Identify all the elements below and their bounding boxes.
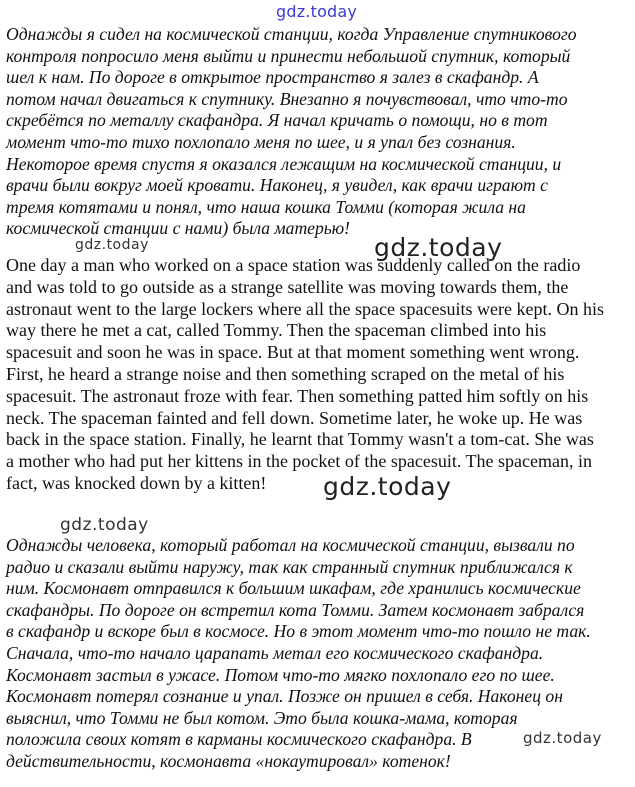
english-story-paragraph: [6, 255, 630, 495]
text-line: ним. Космонавт отправился к большим шкафам, где хранились космические: [6, 578, 581, 599]
russian-translation-paragraph-1: [6, 24, 630, 240]
text-line: spacesuit. The astronaut froze with fear. Then something patted him softly on his: [6, 385, 589, 406]
text-line: Некоторое время спустя я оказался лежащим на космической станции, и: [6, 153, 562, 174]
watermark-top: gdz.today: [276, 2, 358, 21]
text-line: врачи были вокруг моей кровати. Наконец, я увидел, как врачи играют с: [6, 175, 548, 196]
text-line: действительности, космонавта «нокаутировал» котенок!: [6, 750, 451, 771]
text-line: Космонавт потерял сознание и упал. Позже он пришел в себя. Наконец он: [6, 686, 563, 707]
text-line: fact, was knocked down by a kitten!: [6, 472, 267, 493]
text-line: Сначала, что-то начало царапать метал его космического скафандра.: [6, 642, 544, 663]
watermark-small-2: gdz.today: [60, 515, 149, 535]
text-line: back in the space station. Finally, he learnt that Tommy wasn't a tom-cat. She was: [6, 429, 594, 450]
watermark-mid-1: gdz.today: [374, 233, 503, 262]
text-line: шел к нам. По дороге в открытое пространство я залез в скафандр. А: [6, 67, 539, 88]
text-line: First, he heard a strange noise and then something scraped on the metal of his: [6, 363, 565, 384]
text-line: way there he met a cat, called Tommy. Then the spaceman climbed into his: [6, 320, 547, 341]
text-line: and was told to go outside as a strange satellite was moving towards them, the: [6, 276, 569, 297]
text-line: Однажды я сидел на космической станции, когда Управление спутникового: [6, 24, 577, 44]
watermark-mid-2: gdz.today: [323, 472, 452, 501]
watermark-small-1: gdz.today: [75, 237, 149, 253]
text-line: One day a man who worked on a space station was suddenly called on the radio: [6, 255, 581, 275]
text-line: a mother who had put her kittens in the pocket of the spacesuit. The spaceman, in: [6, 451, 593, 472]
text-line: космической станции с нами) была матерью!: [6, 218, 351, 239]
text-line: контроля попросило меня выйти и принести небольшой спутник, который: [6, 45, 571, 66]
text-line: выяснил, что Томми не был котом. Это была кошка-мама, которая: [6, 707, 518, 728]
text-line: момент что-то тихо похлопало меня по шее, и я упал без сознания.: [6, 131, 516, 152]
text-line: neck. The spaceman fainted and fell down. Sometime later, he woke up. He was: [6, 407, 583, 428]
text-line: spacesuit and soon he was in space. But at that moment something went wrong.: [6, 342, 580, 363]
text-line: astronaut went to the large lockers where all the space spacesuits were kept. On his: [6, 298, 604, 319]
text-line: положила своих котят в карманы космического скафандра. В: [6, 729, 472, 750]
watermark-small-3: gdz.today: [523, 729, 602, 747]
text-line: Космонавт застыл в ужасе. Потом что-то мягко похлопало его по шее.: [6, 664, 555, 685]
text-line: скафандры. По дороге он встретил кота Томми. Затем космонавт забрался: [6, 599, 585, 620]
text-line: радио и сказали выйти наружу, так как странный спутник приближался к: [6, 556, 573, 577]
text-line: потом начал двигаться к спутнику. Внезапно я почувствовал, что что-то: [6, 88, 568, 109]
text-line: в скафандр и вскоре был в космосе. Но в этот момент что-то пошло не так.: [6, 621, 591, 642]
text-line: Однажды человека, который работал на космической станции, вызвали по: [6, 535, 575, 555]
text-line: скребётся по металлу скафандра. Я начал кричать о помощи, но в тот: [6, 110, 548, 131]
text-line: тремя котятами и понял, что наша кошка Томми (которая жила на: [6, 196, 526, 217]
